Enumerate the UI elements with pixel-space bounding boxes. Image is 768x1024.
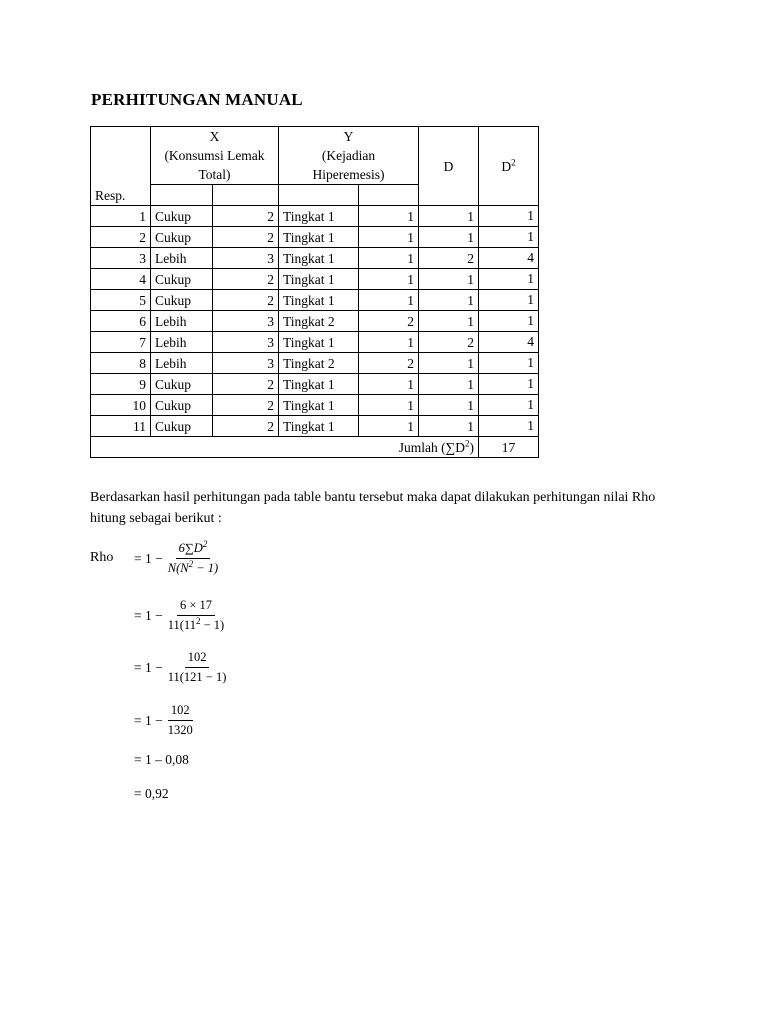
resp-header: Resp. xyxy=(91,127,151,206)
d2-cell: 1 xyxy=(479,395,539,416)
d2-cell: 1 xyxy=(479,206,539,227)
total-value: 17 xyxy=(479,437,539,458)
fraction xyxy=(165,598,227,633)
x-value-cell: 2 xyxy=(213,206,279,227)
x-category-cell: Cukup xyxy=(151,227,213,248)
d2-cell: 1 xyxy=(479,311,539,332)
fraction-numerator xyxy=(185,650,210,668)
fraction xyxy=(165,538,221,576)
total-row xyxy=(91,437,539,458)
x-category-cell: Cukup xyxy=(151,395,213,416)
fraction-denominator xyxy=(165,668,230,685)
resp-cell: 1 xyxy=(91,206,151,227)
x-category-cell: Cukup xyxy=(151,206,213,227)
y-subheader-cat xyxy=(279,185,359,206)
fraction xyxy=(165,703,196,738)
table-row xyxy=(91,374,539,395)
x-value-cell: 2 xyxy=(213,395,279,416)
d-cell: 1 xyxy=(419,206,479,227)
d-cell: 1 xyxy=(419,311,479,332)
fraction-denominator xyxy=(165,559,221,576)
result-step-1: = 1 – 0,08 xyxy=(134,752,189,767)
d2-header-sup: 2 xyxy=(511,157,516,167)
resp-cell: 7 xyxy=(91,332,151,353)
x-subheader-cat xyxy=(151,185,213,206)
y-value-cell: 2 xyxy=(359,311,419,332)
numerator-text: 6∑D xyxy=(178,541,203,555)
table-row xyxy=(91,290,539,311)
table-row xyxy=(91,395,539,416)
x-header xyxy=(151,127,279,185)
d2-cell: 4 xyxy=(479,248,539,269)
x-value-cell: 2 xyxy=(213,374,279,395)
formula-step xyxy=(134,650,229,685)
d-cell: 2 xyxy=(419,332,479,353)
x-value-cell: 2 xyxy=(213,290,279,311)
table-row xyxy=(91,332,539,353)
y-header-line-1: Y xyxy=(343,129,354,144)
y-value-cell: 1 xyxy=(359,374,419,395)
d-cell: 1 xyxy=(419,227,479,248)
y-category-cell: Tingkat 1 xyxy=(279,227,359,248)
d-header: D xyxy=(419,127,479,206)
d-cell: 1 xyxy=(419,290,479,311)
denominator-end: − 1) xyxy=(200,618,225,632)
fraction xyxy=(165,650,230,685)
x-value-cell: 2 xyxy=(213,416,279,437)
y-value-cell: 1 xyxy=(359,206,419,227)
total-label-sup: 2 xyxy=(465,438,470,448)
x-category-cell: Lebih xyxy=(151,248,213,269)
y-category-cell: Tingkat 1 xyxy=(279,206,359,227)
y-header-line-3: Hiperemesis) xyxy=(312,167,385,182)
y-value-cell: 1 xyxy=(359,227,419,248)
resp-cell: 3 xyxy=(91,248,151,269)
x-value-cell: 3 xyxy=(213,353,279,374)
x-subheader-val xyxy=(213,185,279,206)
d2-cell: 1 xyxy=(479,269,539,290)
calculation-table xyxy=(90,126,539,458)
y-category-cell: Tingkat 1 xyxy=(279,248,359,269)
denominator-end: − 1) xyxy=(193,561,219,575)
resp-cell: 5 xyxy=(91,290,151,311)
step-prefix: = 1 − xyxy=(134,550,163,566)
y-category-cell: Tingkat 1 xyxy=(279,395,359,416)
table-row xyxy=(91,227,539,248)
table-row xyxy=(91,416,539,437)
header-row xyxy=(91,127,539,185)
y-value-cell: 2 xyxy=(359,353,419,374)
y-category-cell: Tingkat 1 xyxy=(279,332,359,353)
y-value-cell: 1 xyxy=(359,269,419,290)
table-row xyxy=(91,353,539,374)
resp-cell: 8 xyxy=(91,353,151,374)
d2-header xyxy=(479,127,539,206)
y-value-cell: 1 xyxy=(359,248,419,269)
rho-label: Rho xyxy=(90,550,114,565)
y-header xyxy=(279,127,419,185)
x-category-cell: Cukup xyxy=(151,290,213,311)
y-header-line-2: (Kejadian xyxy=(321,148,376,163)
x-category-cell: Cukup xyxy=(151,374,213,395)
d2-cell: 1 xyxy=(479,353,539,374)
d-cell: 1 xyxy=(419,353,479,374)
y-value-cell: 1 xyxy=(359,395,419,416)
x-category-cell: Lebih xyxy=(151,311,213,332)
numerator-sup: 2 xyxy=(202,538,208,549)
resp-cell: 6 xyxy=(91,311,151,332)
y-value-cell: 1 xyxy=(359,416,419,437)
step-prefix: = 1 − xyxy=(134,712,163,728)
fraction-denominator xyxy=(165,721,196,738)
y-category-cell: Tingkat 1 xyxy=(279,374,359,395)
d2-header-base: D xyxy=(501,158,512,174)
x-header-line-3: Total) xyxy=(198,167,231,182)
d-cell: 1 xyxy=(419,269,479,290)
fraction-denominator xyxy=(165,616,227,633)
y-category-cell: Tingkat 1 xyxy=(279,416,359,437)
denominator-text: 11(121 − 1) xyxy=(167,670,227,684)
x-value-cell: 2 xyxy=(213,269,279,290)
numerator-text: 6 × 17 xyxy=(179,598,212,612)
d2-cell: 1 xyxy=(479,416,539,437)
table-row xyxy=(91,206,539,227)
d-cell: 1 xyxy=(419,416,479,437)
result-step-2: = 0,92 xyxy=(134,786,169,801)
x-category-cell: Cukup xyxy=(151,269,213,290)
x-header-line-2: (Konsumsi Lemak xyxy=(164,148,265,163)
d-cell: 2 xyxy=(419,248,479,269)
y-value-cell: 1 xyxy=(359,332,419,353)
denominator-sup: 2 xyxy=(195,615,201,626)
formula-step xyxy=(134,538,221,576)
formula-step xyxy=(134,598,227,633)
x-value-cell: 3 xyxy=(213,248,279,269)
total-label-end: ) xyxy=(469,439,475,455)
d2-cell: 1 xyxy=(479,374,539,395)
resp-cell: 2 xyxy=(91,227,151,248)
resp-cell: 4 xyxy=(91,269,151,290)
x-header-line-1: X xyxy=(209,129,220,144)
d2-cell: 1 xyxy=(479,227,539,248)
numerator-text: 102 xyxy=(170,703,190,717)
y-category-cell: Tingkat 1 xyxy=(279,290,359,311)
denominator-text: 11(11 xyxy=(167,618,196,632)
fraction-numerator xyxy=(176,538,211,559)
formula-step xyxy=(134,703,196,738)
x-category-cell: Cukup xyxy=(151,416,213,437)
resp-cell: 9 xyxy=(91,374,151,395)
denominator-text: 1320 xyxy=(167,723,193,737)
y-category-cell: Tingkat 2 xyxy=(279,353,359,374)
x-category-cell: Lebih xyxy=(151,332,213,353)
denominator-text: N(N xyxy=(167,561,189,575)
x-value-cell: 2 xyxy=(213,227,279,248)
y-category-cell: Tingkat 1 xyxy=(279,269,359,290)
resp-cell: 10 xyxy=(91,395,151,416)
x-value-cell: 3 xyxy=(213,332,279,353)
numerator-text: 102 xyxy=(187,650,207,664)
fraction-numerator xyxy=(168,703,193,721)
d2-cell: 1 xyxy=(479,290,539,311)
denominator-sup: 2 xyxy=(188,558,194,569)
table-row xyxy=(91,269,539,290)
d-cell: 1 xyxy=(419,395,479,416)
table-row xyxy=(91,311,539,332)
d2-cell: 4 xyxy=(479,332,539,353)
step-prefix: = 1 − xyxy=(134,607,163,623)
table-row xyxy=(91,248,539,269)
y-subheader-val xyxy=(359,185,419,206)
total-label-text: Jumlah (∑D xyxy=(398,439,466,455)
total-label xyxy=(91,437,479,458)
y-value-cell: 1 xyxy=(359,290,419,311)
page-title: PERHITUNGAN MANUAL xyxy=(91,90,303,109)
x-category-cell: Lebih xyxy=(151,353,213,374)
x-value-cell: 3 xyxy=(213,311,279,332)
explanation-paragraph: Berdasarkan hasil perhitungan pada table bantu tersebut maka dapat dilakukan perhitungan nilai Rho hitung sebagai berikut : xyxy=(90,490,656,526)
fraction-numerator xyxy=(177,598,215,616)
y-category-cell: Tingkat 2 xyxy=(279,311,359,332)
resp-cell: 11 xyxy=(91,416,151,437)
step-prefix: = 1 − xyxy=(134,659,163,675)
d-cell: 1 xyxy=(419,374,479,395)
